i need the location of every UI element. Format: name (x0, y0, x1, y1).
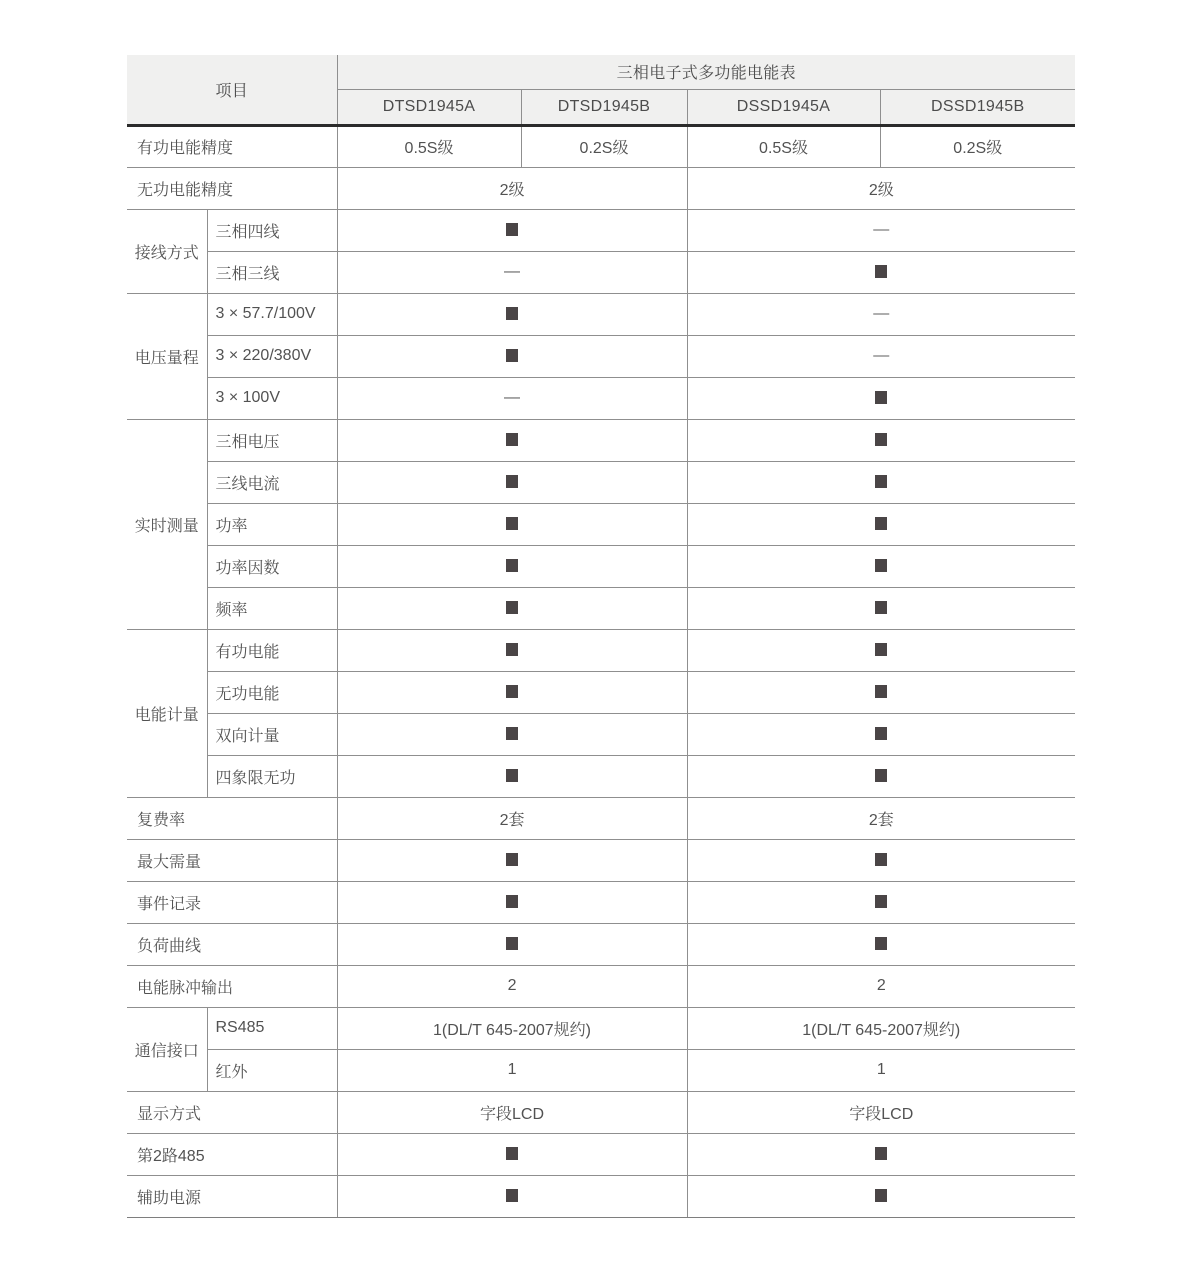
table-row (127, 377, 1075, 419)
table-row (127, 251, 1075, 293)
sub-label-cell: 三相三线 (207, 251, 337, 293)
value-cell (337, 503, 687, 545)
value-cell (337, 167, 687, 209)
supported-square-icon (875, 769, 887, 782)
sub-label-cell: 频率 (207, 587, 337, 629)
supported-square-icon (506, 895, 518, 908)
value-cell (687, 251, 1075, 293)
supported-square-icon (506, 1147, 518, 1160)
value-cell (337, 1091, 687, 1133)
row-label-cell: 复费率 (127, 797, 337, 839)
supported-square-icon (506, 433, 518, 446)
value-text: 2级 (868, 181, 894, 199)
value-cell (687, 335, 1075, 377)
value-cell (687, 797, 1075, 839)
value-text: 0.2S级 (953, 140, 1003, 157)
value-cell (687, 587, 1075, 629)
sub-label-cell: 功率因数 (207, 545, 337, 587)
value-cell (337, 335, 687, 377)
supported-square-icon (506, 559, 518, 572)
not-available-dash: — (504, 389, 521, 406)
row-label-cell: 无功电能精度 (127, 167, 337, 209)
models-band-cell: 三相电子式多功能电能表 (337, 55, 1075, 89)
supported-square-icon (506, 769, 518, 782)
value-cell (687, 125, 880, 167)
table-row (127, 965, 1075, 1007)
table-row (127, 923, 1075, 965)
value-cell (337, 629, 687, 671)
model-header-cell: DSSD1945B (880, 89, 1075, 125)
supported-square-icon (506, 307, 518, 320)
value-cell (687, 1133, 1075, 1175)
value-text: 2 (507, 977, 517, 994)
group-label-cell: 通信接口 (127, 1007, 207, 1091)
supported-square-icon (875, 601, 887, 614)
value-cell (337, 1175, 687, 1217)
value-cell (880, 125, 1075, 167)
value-cell (337, 671, 687, 713)
sub-label-cell: 3 × 57.7/100V (207, 293, 337, 335)
value-cell (337, 923, 687, 965)
row-label-cell: 显示方式 (127, 1091, 337, 1133)
value-cell (337, 1133, 687, 1175)
row-label-cell: 最大需量 (127, 839, 337, 881)
value-cell (337, 839, 687, 881)
sub-label-cell: 3 × 100V (207, 377, 337, 419)
table-row (127, 503, 1075, 545)
value-cell (687, 671, 1075, 713)
value-text: 0.5S级 (404, 140, 454, 157)
value-cell (337, 419, 687, 461)
supported-square-icon (875, 853, 887, 866)
sub-label-cell: 三相四线 (207, 209, 337, 251)
not-available-dash: — (873, 305, 890, 322)
supported-square-icon (875, 643, 887, 656)
table-row (127, 839, 1075, 881)
not-available-dash: — (504, 263, 521, 280)
model-header-cell: DTSD1945B (521, 89, 687, 125)
table-row (127, 209, 1075, 251)
spec-table (127, 55, 1075, 1218)
row-label-cell: 有功电能精度 (127, 125, 337, 167)
sub-label-cell: 四象限无功 (207, 755, 337, 797)
group-label-cell: 接线方式 (127, 209, 207, 293)
value-cell (687, 419, 1075, 461)
value-cell (687, 167, 1075, 209)
value-cell (687, 923, 1075, 965)
value-cell (337, 1007, 687, 1049)
group-label-cell: 电能计量 (127, 629, 207, 797)
table-row (127, 797, 1075, 839)
value-cell (687, 713, 1075, 755)
value-cell (337, 797, 687, 839)
value-cell (687, 881, 1075, 923)
supported-square-icon (506, 853, 518, 866)
value-text: 2套 (868, 811, 894, 829)
supported-square-icon (506, 349, 518, 362)
value-cell (337, 251, 687, 293)
value-cell (687, 1007, 1075, 1049)
row-label-cell: 辅助电源 (127, 1175, 337, 1217)
table-row (127, 461, 1075, 503)
value-text: 字段LCD (849, 1105, 914, 1123)
table-row (127, 671, 1075, 713)
sub-label-cell: 三线电流 (207, 461, 337, 503)
spec-table-header (127, 55, 1075, 125)
table-row (127, 629, 1075, 671)
row-label-cell: 负荷曲线 (127, 923, 337, 965)
group-label-cell: 电压量程 (127, 293, 207, 419)
value-text: 2级 (499, 181, 525, 199)
value-cell (687, 209, 1075, 251)
value-text: 1 (507, 1061, 517, 1078)
value-text: 1(DL/T 645-2007规约) (433, 1021, 592, 1039)
value-cell (337, 293, 687, 335)
sub-label-cell: 3 × 220/380V (207, 335, 337, 377)
row-label-cell: 事件记录 (127, 881, 337, 923)
model-header-cell: DSSD1945A (687, 89, 880, 125)
sub-label-cell: 三相电压 (207, 419, 337, 461)
supported-square-icon (506, 685, 518, 698)
value-cell (687, 1091, 1075, 1133)
value-cell (337, 755, 687, 797)
supported-square-icon (506, 475, 518, 488)
value-text: 1(DL/T 645-2007规约) (802, 1021, 961, 1039)
row-label-cell: 第2路485 (127, 1133, 337, 1175)
supported-square-icon (875, 265, 887, 278)
supported-square-icon (875, 727, 887, 740)
supported-square-icon (506, 223, 518, 236)
value-cell (337, 587, 687, 629)
table-row (127, 1007, 1075, 1049)
value-cell (687, 1049, 1075, 1091)
supported-square-icon (875, 517, 887, 530)
value-text: 字段LCD (480, 1105, 545, 1123)
supported-square-icon (506, 601, 518, 614)
table-row (127, 167, 1075, 209)
supported-square-icon (875, 685, 887, 698)
spec-table-body (127, 125, 1075, 1217)
table-row (127, 335, 1075, 377)
not-available-dash: — (873, 347, 890, 364)
value-cell (337, 125, 521, 167)
value-cell (337, 881, 687, 923)
value-cell (337, 209, 687, 251)
value-cell (337, 713, 687, 755)
supported-square-icon (875, 559, 887, 572)
value-cell (687, 965, 1075, 1007)
value-cell (337, 545, 687, 587)
table-row (127, 293, 1075, 335)
table-row (127, 755, 1075, 797)
value-cell (687, 461, 1075, 503)
value-text: 2套 (499, 811, 525, 829)
sub-label-cell: 功率 (207, 503, 337, 545)
supported-square-icon (506, 643, 518, 656)
supported-square-icon (506, 727, 518, 740)
supported-square-icon (875, 1189, 887, 1202)
supported-square-icon (506, 1189, 518, 1202)
table-row (127, 545, 1075, 587)
table-row (127, 1049, 1075, 1091)
value-cell (337, 1049, 687, 1091)
value-cell (687, 1175, 1075, 1217)
table-row (127, 713, 1075, 755)
value-cell (687, 503, 1075, 545)
sub-label-cell: 有功电能 (207, 629, 337, 671)
not-available-dash: — (873, 221, 890, 238)
value-text: 2 (876, 977, 886, 994)
supported-square-icon (875, 433, 887, 446)
supported-square-icon (875, 1147, 887, 1160)
table-row (127, 881, 1075, 923)
model-header-cell: DTSD1945A (337, 89, 521, 125)
supported-square-icon (875, 391, 887, 404)
value-cell (337, 377, 687, 419)
value-cell (687, 293, 1075, 335)
table-row (127, 1133, 1075, 1175)
supported-square-icon (875, 937, 887, 950)
item-header-cell: 项目 (127, 55, 337, 125)
sub-label-cell: 双向计量 (207, 713, 337, 755)
sub-label-cell: 无功电能 (207, 671, 337, 713)
supported-square-icon (875, 475, 887, 488)
value-cell (687, 377, 1075, 419)
group-label-cell: 实时测量 (127, 419, 207, 629)
sub-label-cell: RS485 (207, 1007, 337, 1049)
sub-label-cell: 红外 (207, 1049, 337, 1091)
value-cell (687, 629, 1075, 671)
table-row (127, 1091, 1075, 1133)
table-row (127, 1175, 1075, 1217)
value-text: 0.5S级 (759, 140, 808, 157)
value-text: 0.2S级 (579, 140, 629, 157)
row-label-cell: 电能脉冲输出 (127, 965, 337, 1007)
value-cell (687, 545, 1075, 587)
value-cell (337, 965, 687, 1007)
supported-square-icon (506, 937, 518, 950)
value-cell (687, 839, 1075, 881)
supported-square-icon (506, 517, 518, 530)
supported-square-icon (875, 895, 887, 908)
value-cell (687, 755, 1075, 797)
value-text: 1 (876, 1061, 886, 1078)
value-cell (521, 125, 687, 167)
table-row (127, 125, 1075, 167)
table-row (127, 419, 1075, 461)
table-row (127, 587, 1075, 629)
value-cell (337, 461, 687, 503)
